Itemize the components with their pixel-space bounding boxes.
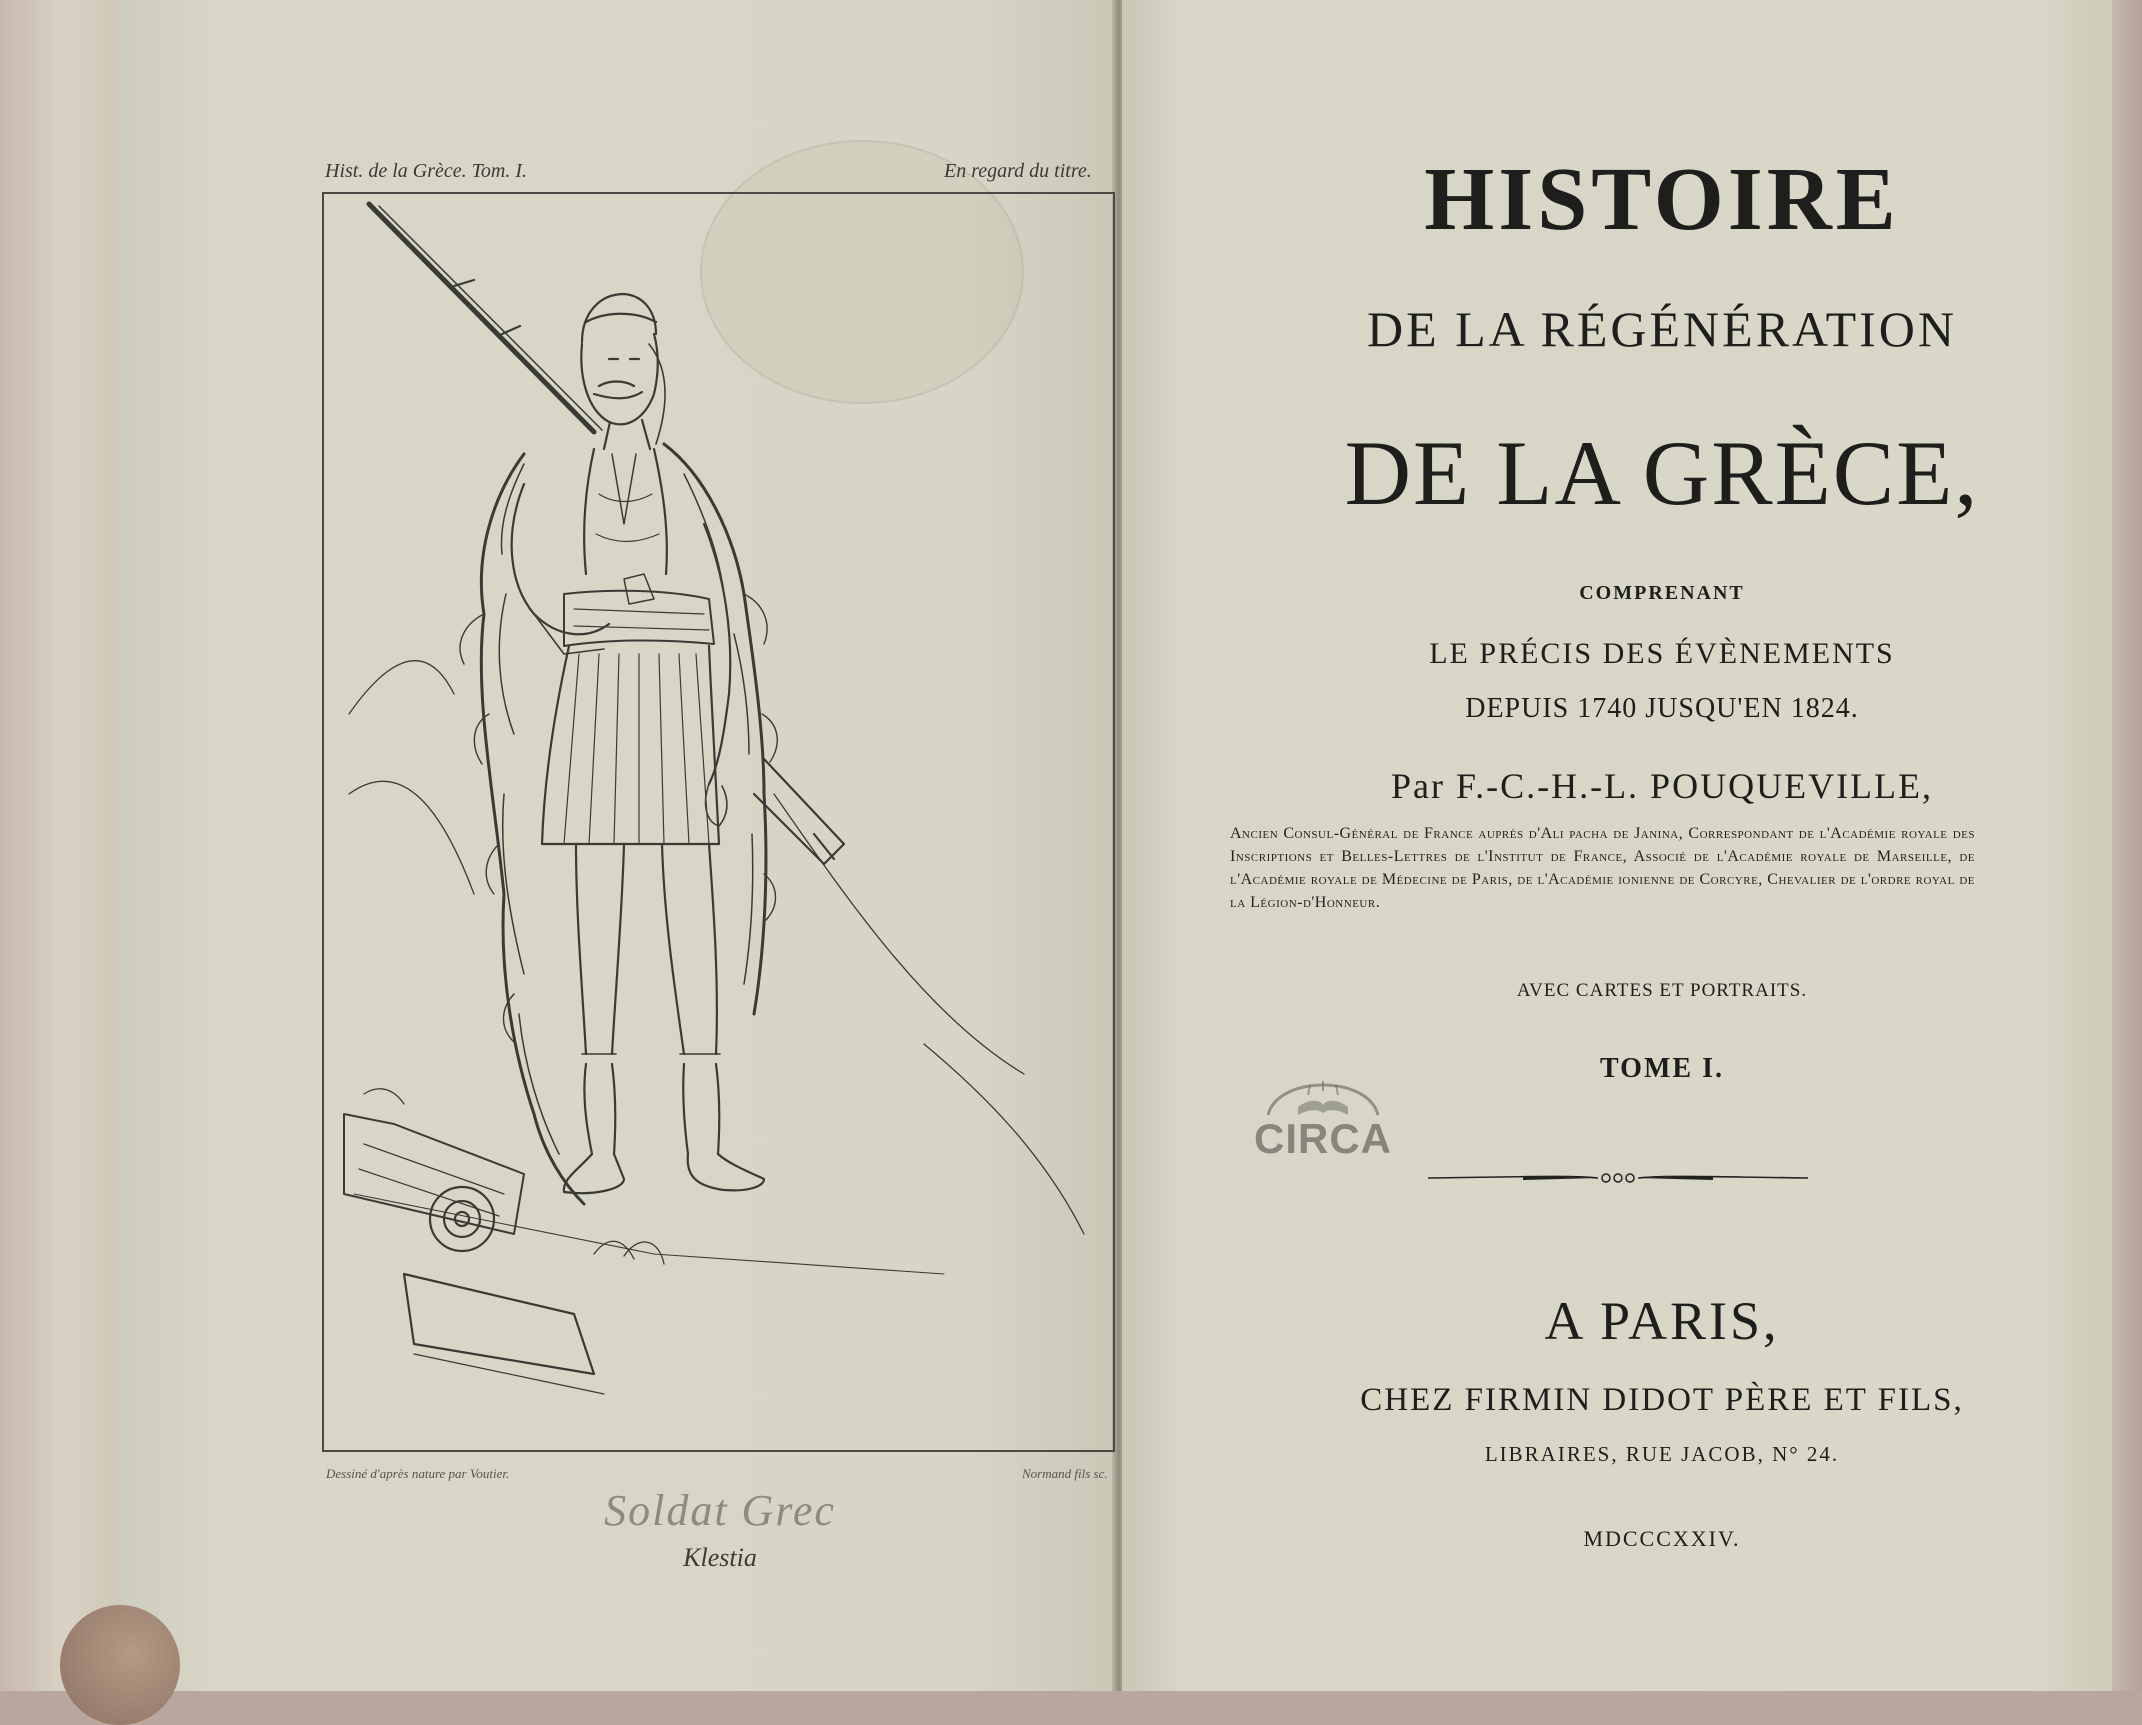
circa-text: CIRCA	[1254, 1115, 1392, 1162]
circa-watermark	[1238, 1055, 1408, 1205]
title-histoire: HISTOIRE	[1424, 150, 1900, 249]
plate-header-left: Hist. de la Grèce. Tom. I.	[325, 160, 528, 182]
plate-header-right: En regard du titre.	[944, 160, 1092, 182]
subtitle-precis: LE PRÉCIS DES ÉVÈNEMENTS	[1429, 637, 1895, 670]
place-paris: A PARIS,	[1544, 1291, 1780, 1351]
plate-credit-right: Normand fils sc.	[1022, 1466, 1108, 1481]
plate-frame	[322, 192, 1115, 1452]
plate-caption-sub: Klestia	[683, 1543, 757, 1572]
book-edge-left	[0, 0, 120, 1691]
plate-credit-left: Dessiné d'après nature par Voutier.	[326, 1466, 510, 1481]
subtitle-comprenant: COMPRENANT	[1579, 582, 1745, 604]
thumb	[60, 1605, 180, 1725]
engraving-greek-soldier	[324, 194, 1113, 1450]
avec-cartes: AVEC CARTES ET PORTRAITS.	[1516, 980, 1808, 1001]
publisher-line: CHEZ FIRMIN DIDOT PÈRE ET FILS,	[1360, 1382, 1964, 1418]
title-regeneration: DE LA RÉGÉNÉRATION	[1366, 301, 1958, 357]
publisher-address: LIBRAIRES, RUE JACOB, N° 24.	[1484, 1442, 1840, 1466]
ornamental-rule	[1428, 1168, 1808, 1188]
book-edge-right	[2112, 0, 2142, 1691]
author-credentials: Ancien Consul-Général de France auprès d'Ali pacha de Janina, Correspondant de l'Académie royale des Inscriptions et Belles-Lettres de l'Institut de France, Associé de l'Académie royale de Marseille, de l'Académie royale de Médecine de Paris, de l'Académie ionienne de Corcyre, Chevalier de l'ordre royal de la Légion-d'Honneur.	[1230, 825, 1975, 911]
tome-number: TOME I.	[1600, 1053, 1724, 1084]
publication-year: MDCCCXXIV.	[1583, 1526, 1741, 1551]
subtitle-dates: DEPUIS 1740 JUSQU'EN 1824.	[1465, 693, 1859, 724]
author-line: Par F.-C.-H.-L. POUQUEVILLE,	[1390, 766, 1934, 806]
plate-caption: Soldat Grec	[604, 1486, 836, 1535]
title-grece: DE LA GRÈCE,	[1344, 422, 1980, 524]
